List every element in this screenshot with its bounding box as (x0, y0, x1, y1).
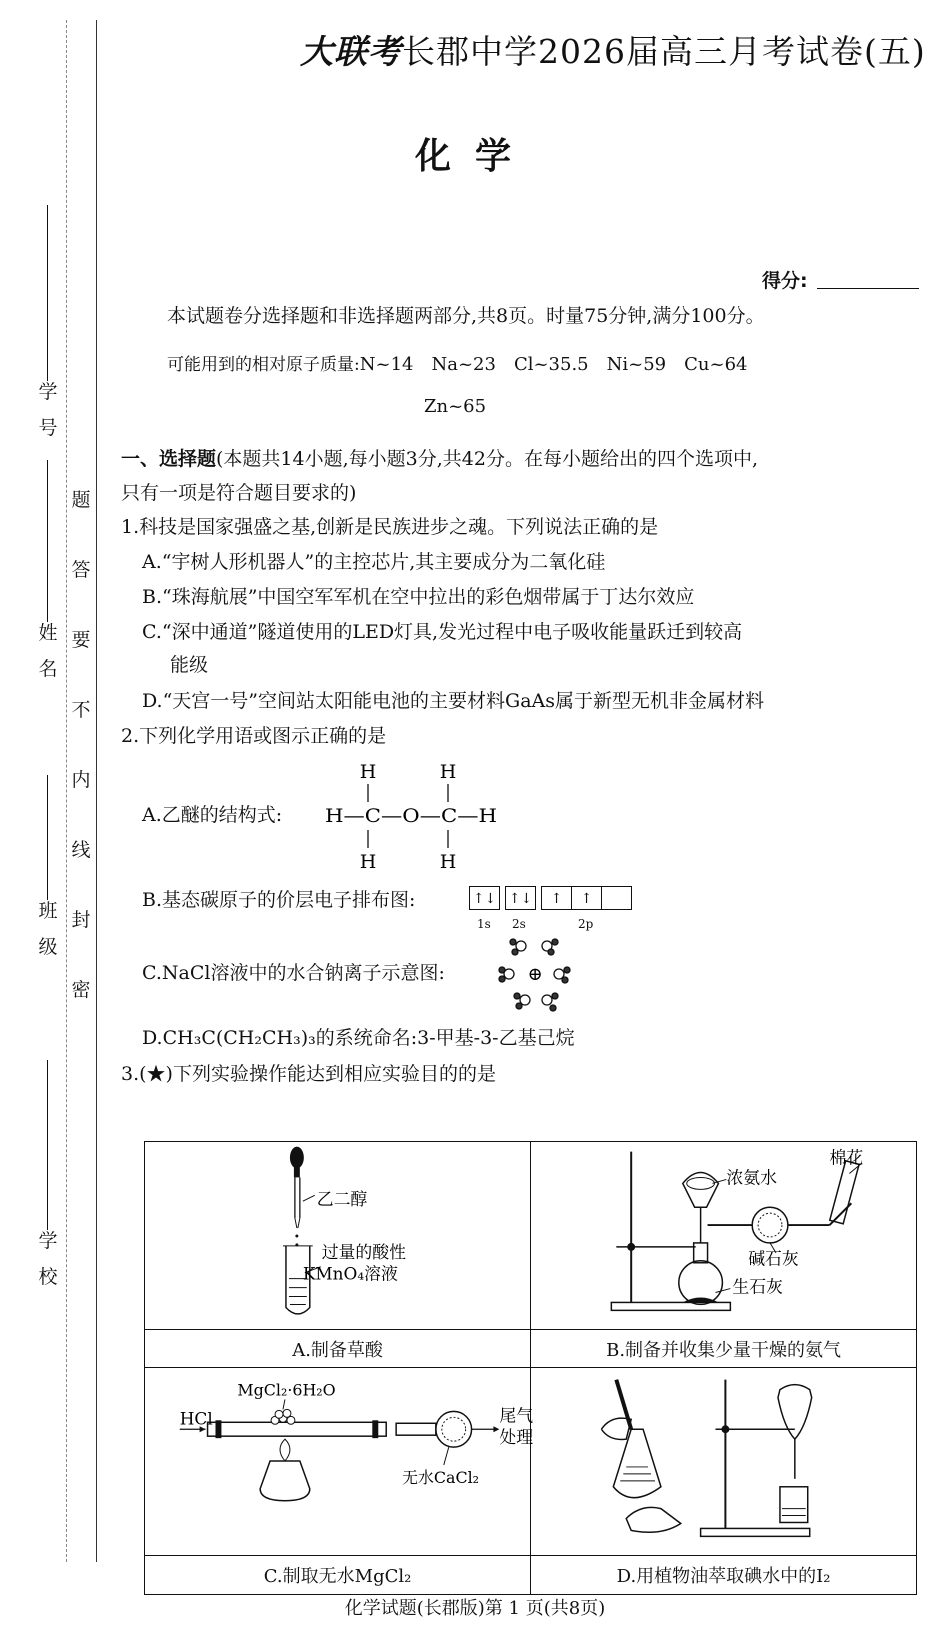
seal-dashed-line (66, 20, 67, 1562)
atomic-masses: 可能用到的相对原子质量:N~14 Na~23 Cl~35.5 Ni~59 Cu~64 (167, 354, 748, 375)
exp-b-figure (531, 1142, 917, 1330)
q3-stem: 3.(★)下列实验操作能达到相应实验目的的是 (121, 1063, 496, 1085)
formula-main-row: H—C—O—C—H (325, 805, 497, 827)
seal-char: 答 (71, 559, 91, 581)
q2-option-c[interactable]: C.NaCl溶液中的水合钠离子示意图: (142, 962, 445, 984)
binding-line (96, 20, 97, 1562)
formula-h-top-2: H (439, 761, 457, 783)
sodium-ion-icon: ⊕ (527, 964, 543, 985)
experiment-table (144, 1141, 917, 1595)
brand-logo: 大联考 (300, 32, 402, 71)
q1-option-d[interactable]: D.“天宫一号”空间站太阳能电池的主要材料GaAs属于新型无机非金属材料 (142, 690, 765, 712)
seal-char: 封 (71, 909, 91, 931)
label-ammonia: 浓氨水 (726, 1167, 778, 1188)
section-desc: 只有一项是符合题目要求的) (121, 482, 357, 504)
label-tail-1: 尾气 (499, 1405, 534, 1426)
q1-option-c[interactable]: C.“深中通道”隧道使用的LED灯具,发光过程中电子吸收能量跃迁到较高 (142, 621, 743, 643)
orbital-label-2s: 2s (512, 917, 526, 931)
sidebar-field-label: 姓 (38, 622, 58, 644)
seal-char: 线 (71, 839, 91, 861)
q1-option-c-cont: 能级 (170, 654, 209, 676)
orbital-label-1s: 1s (477, 917, 491, 931)
orbital-box-2p-2: ↑ (571, 886, 602, 910)
label-solution-2: KMnO₄溶液 (302, 1263, 398, 1284)
q1-option-b[interactable]: B.“珠海航展”中国空军军机在空中拉出的彩色烟带属于丁达尔效应 (142, 586, 695, 608)
student-id-field (38, 205, 58, 439)
mgcl2-apparatus-figure (146, 1369, 534, 1550)
orbital-box-1s: ↑↓ (469, 886, 500, 910)
exp-d-caption[interactable]: D.用植物油萃取碘水中的I₂ (531, 1556, 917, 1595)
page-footer: 化学试题(长郡版)第 1 页(共8页) (344, 1598, 606, 1619)
seal-char: 要 (71, 629, 91, 651)
subject-title: 化学 (414, 136, 535, 177)
label-soda-lime: 碱石灰 (748, 1248, 799, 1269)
exp-c-caption[interactable]: C.制取无水MgCl₂ (145, 1556, 531, 1595)
label-hcl: HCl (179, 1408, 213, 1429)
sidebar-field-label: 级 (38, 936, 58, 958)
label-solution-1: 过量的酸性 (321, 1241, 406, 1262)
seal-char: 密 (71, 979, 91, 1001)
score-blank[interactable] (817, 288, 919, 289)
ammonia-apparatus-figure (532, 1143, 915, 1324)
sidebar-field-label: 名 (38, 658, 58, 680)
label-tail-2: 处理 (499, 1427, 534, 1448)
q1-option-a[interactable]: A.“宇树人形机器人”的主控芯片,其主要成分为二氧化硅 (142, 551, 606, 573)
orbital-box-2p-1: ↑ (541, 886, 572, 910)
atomic-masses-cont: Zn~65 (424, 396, 487, 417)
exp-a-figure (145, 1142, 531, 1330)
formula-h-bottom-2: H (439, 851, 457, 873)
q2-option-b[interactable]: B.基态碳原子的价层电子排布图: (142, 889, 416, 911)
dropper-testtube-figure (146, 1143, 529, 1324)
q2-option-a[interactable]: A.乙醚的结构式: (142, 804, 283, 826)
seal-char: 不 (71, 699, 91, 721)
exam-title: 大联考长郡中学2026届高三月考试卷(五) (300, 32, 926, 71)
section-heading: 一、选择题(本题共14小题,每小题3分,共42分。在每小题给出的四个选项中, (121, 448, 758, 470)
formula-h-top-1: H (359, 761, 377, 783)
sidebar-field-label: 学 (38, 1230, 58, 1252)
seal-char: 内 (71, 769, 91, 791)
exp-a-caption[interactable]: A.制备草酸 (145, 1330, 531, 1368)
label-salt: MgCl₂·6H₂O (237, 1380, 336, 1400)
sidebar-field-label: 号 (38, 417, 58, 439)
score-label: 得分: (762, 270, 808, 292)
exp-c-figure (145, 1368, 534, 1556)
extraction-figure (532, 1369, 915, 1550)
exp-b-caption[interactable]: B.制备并收集少量干燥的氨气 (531, 1330, 917, 1368)
sidebar-field-label: 学 (38, 381, 58, 403)
sidebar-field-label: 校 (38, 1266, 58, 1288)
label-quicklime: 生石灰 (732, 1276, 784, 1297)
class-field (38, 775, 58, 958)
ether-structural-formula (325, 758, 505, 876)
exp-d-figure (531, 1368, 917, 1556)
q1-stem: 1.科技是国家强盛之基,创新是民族进步之魂。下列说法正确的是 (121, 516, 659, 538)
label-cotton: 棉花 (829, 1147, 864, 1168)
hydrated-sodium-diagram (495, 936, 575, 1016)
school-field (38, 1060, 58, 1288)
intro-line: 本试题卷分选择题和非选择题两部分,共8页。时量75分钟,满分100分。 (167, 305, 765, 327)
seal-char: 题 (71, 489, 91, 511)
orbital-label-2p: 2p (578, 917, 594, 931)
label-cacl2: 无水CaCl₂ (402, 1467, 480, 1487)
formula-h-bottom-1: H (359, 851, 377, 873)
q2-stem: 2.下列化学用语或图示正确的是 (121, 725, 387, 747)
q2-option-d[interactable]: D.CH₃C(CH₂CH₃)₃的系统命名:3-甲基-3-乙基己烷 (142, 1027, 575, 1049)
label-reagent: 乙二醇 (316, 1189, 368, 1210)
name-field (38, 460, 58, 680)
orbital-box-2s: ↑↓ (505, 886, 536, 910)
orbital-box-2p-3 (601, 886, 632, 910)
sidebar-field-label: 班 (38, 900, 58, 922)
